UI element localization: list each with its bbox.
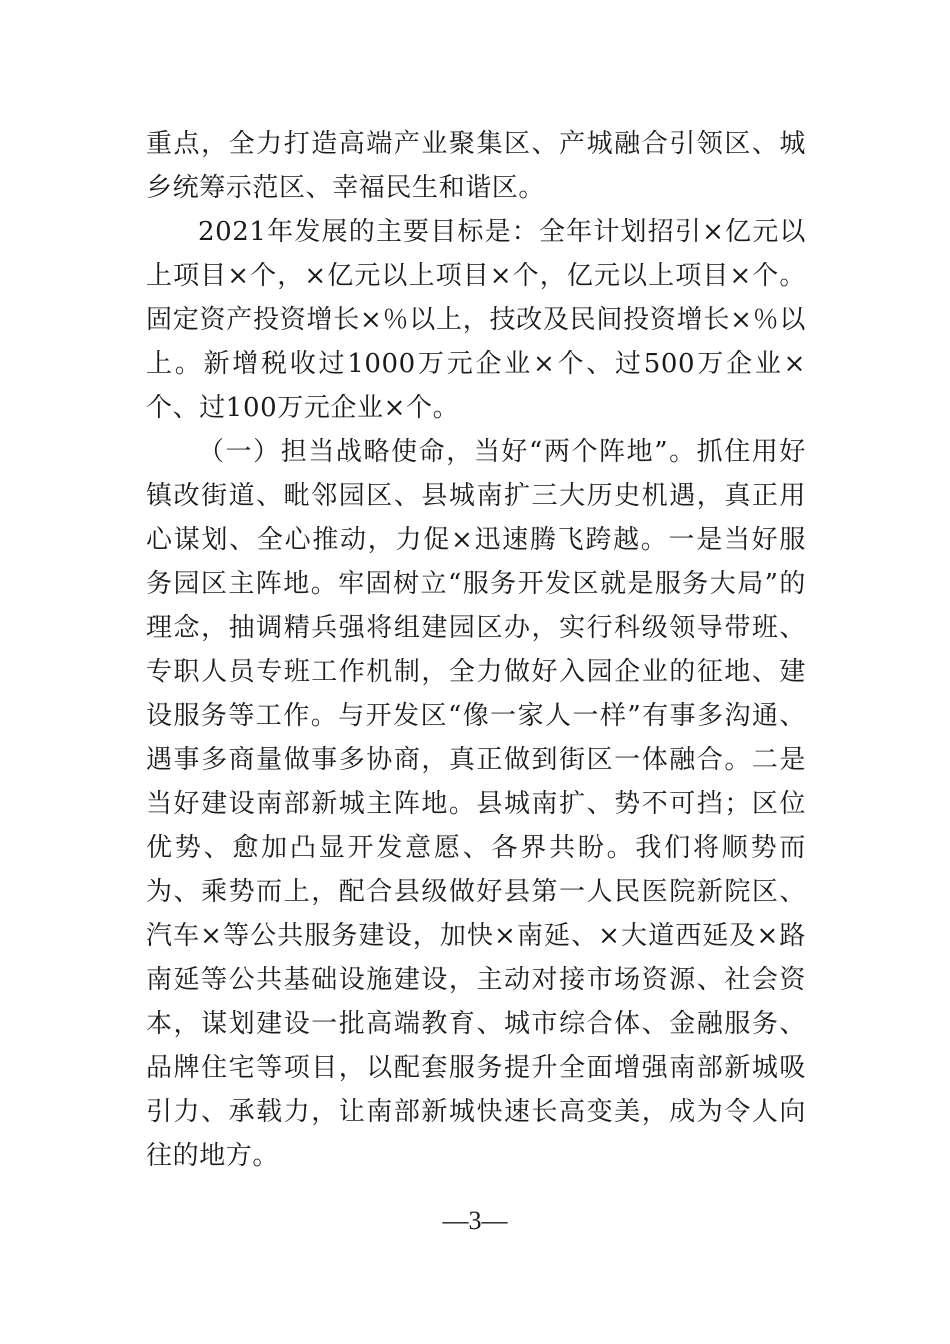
document-body: [146, 122, 806, 1178]
paragraph-strategic-mission: （一）担当战略使命，当好“两个阵地”。抓住用好镇改街道、毗邻园区、县城南扩三大历史机遇，真正用心谋划、全心推动，力促×迅速腾飞跨越。一是当好服务园区主阵地。牢固树立“服务开发区就是服务大局”的理念，抽调精兵强将组建园区办，实行科级领导带班、专职人员专班工作机制，全力做好入园企业的征地、建设服务等工作。与开发区“像一家人一样”有事多沟通、遇事多商量做事多协商，真正做到街区一体融合。二是当好建设南部新城主阵地。县城南扩、势不可挡；区位优势、愈加凸显开发意愿、各界共盼。我们将顺势而为、乘势而上，配合县级做好县第一人民医院新院区、汽车×等公共服务建设，加快×南延、×大道西延及×路南延等公共基础设施建设，主动对接市场资源、社会资本，谋划建设一批高端教育、城市综合体、金融服务、品牌住宅等项目，以配套服务提升全面增强南部新城吸引力、承载力，让南部新城快速长高变美，成为令人向往的地方。: [146, 437, 806, 1171]
paragraph-main-targets: 2021年发展的主要目标是：全年计划招引×亿元以上项目×个，×亿元以上项目×个，亿元以上项目×个。固定资产投资增长×％以上，技改及民间投资增长×％以上。新增税收过1000万元企业×个、过500万企业×个、过100万元企业×个。: [146, 217, 806, 423]
paragraph-continuation: 重点，全力打造高端产业聚集区、产城融合引领区、城乡统筹示范区、幸福民生和谐区。: [146, 129, 806, 203]
page-number: —3—: [442, 1206, 508, 1235]
